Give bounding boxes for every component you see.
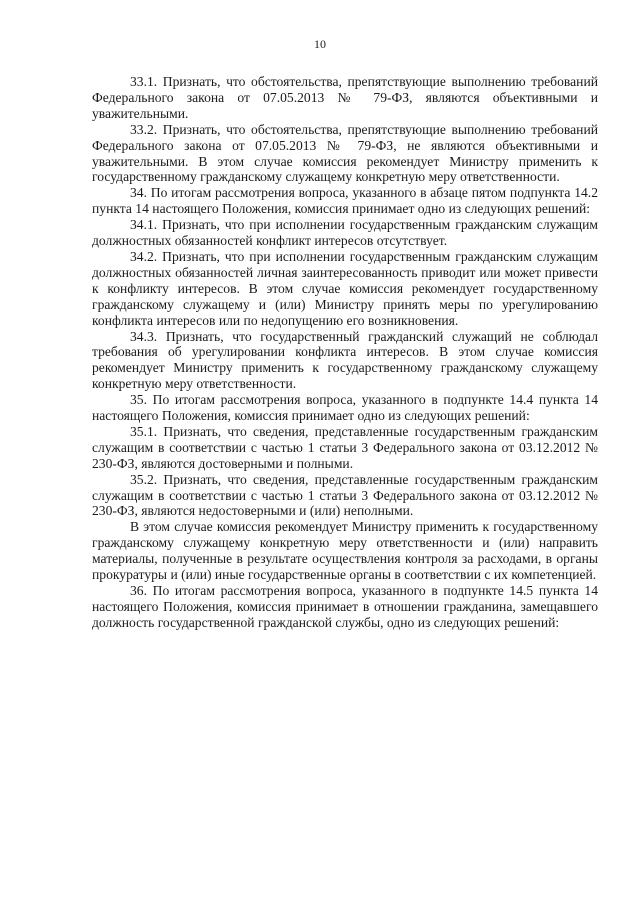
document-body	[92, 74, 598, 631]
paragraph-34: 34. По итогам рассмотрения вопроса, указанного в абзаце пятом подпункта 14.2 пункта 14 настоящего Положения, комиссия принимает одно из следующих решений:	[92, 185, 598, 217]
page-number: 10	[314, 37, 326, 51]
paragraph-34-3: 34.3. Признать, что государственный гражданский служащий не соблюдал требования об урегулировании конфликта интересов. В этом случае комиссия рекомендует Министру применить к государственному гражданскому служащему конкретную меру ответственности.	[92, 328, 598, 392]
paragraph-35-2: 35.2. Признать, что сведения, представленные государственным гражданским служащим в соответствии с частью 1 статьи 3 Федерального закона от 03.12.2012 № 230-ФЗ, являются недостоверными и (или) неполными.	[92, 471, 598, 519]
paragraph-34-2: 34.2. Признать, что при исполнении государственным гражданским служащим должностных обязанностей личная заинтересованность приводит или может привести к конфликту интересов. В этом случае комиссия рекомендует государственному гражданскому служащему и (или) Министру принять меры по урегулированию конфликта интересов или по недопущению его возникновения.	[92, 248, 598, 328]
paragraph-36: 36. По итогам рассмотрения вопроса, указанного в подпункте 14.5 пункта 14 настоящего Положения, комиссия принимает в отношении гражданина, замещавшего должность государственной гражданской службы, одно из следующих решений:	[92, 583, 598, 630]
paragraph-35: 35. По итогам рассмотрения вопроса, указанного в подпункте 14.4 пункта 14 настоящего Положения, комиссия принимает одно из следующих решений:	[92, 392, 598, 424]
paragraph-35-1: 35.1. Признать, что сведения, представленные государственным гражданским служащим в соответствии с частью 1 статьи 3 Федерального закона от 03.12.2012 № 230-ФЗ, являются достоверными и полными.	[92, 423, 598, 471]
paragraph-33-2: 33.2. Признать, что обстоятельства, препятствующие выполнению требований Федерального закона от 07.05.2013 № 79-ФЗ, не являются объективными и уважительными. В этом случае комиссия рекомендует Министру применить к государственному гражданскому служащему конкретную меру ответственности.	[92, 121, 598, 185]
paragraph-33-1: 33.1. Признать, что обстоятельства, препятствующие выполнению требований Федерального закона от 07.05.2013 № 79-ФЗ, являются объективными и уважительными.	[92, 74, 598, 121]
paragraph-34-1: 34.1. Признать, что при исполнении государственным гражданским служащим должностных обязанностей конфликт интересов отсутствует.	[92, 217, 598, 249]
paragraph-35-2-continuation: В этом случае комиссия рекомендует Министру применить к государственному гражданскому служащему конкретную меру ответственности и (или) направить материалы, полученные в результате осуществления контроля за расходами, в органы прокуратуры и (или) иные государственные органы в соответствии с их компетенцией.	[92, 519, 598, 583]
